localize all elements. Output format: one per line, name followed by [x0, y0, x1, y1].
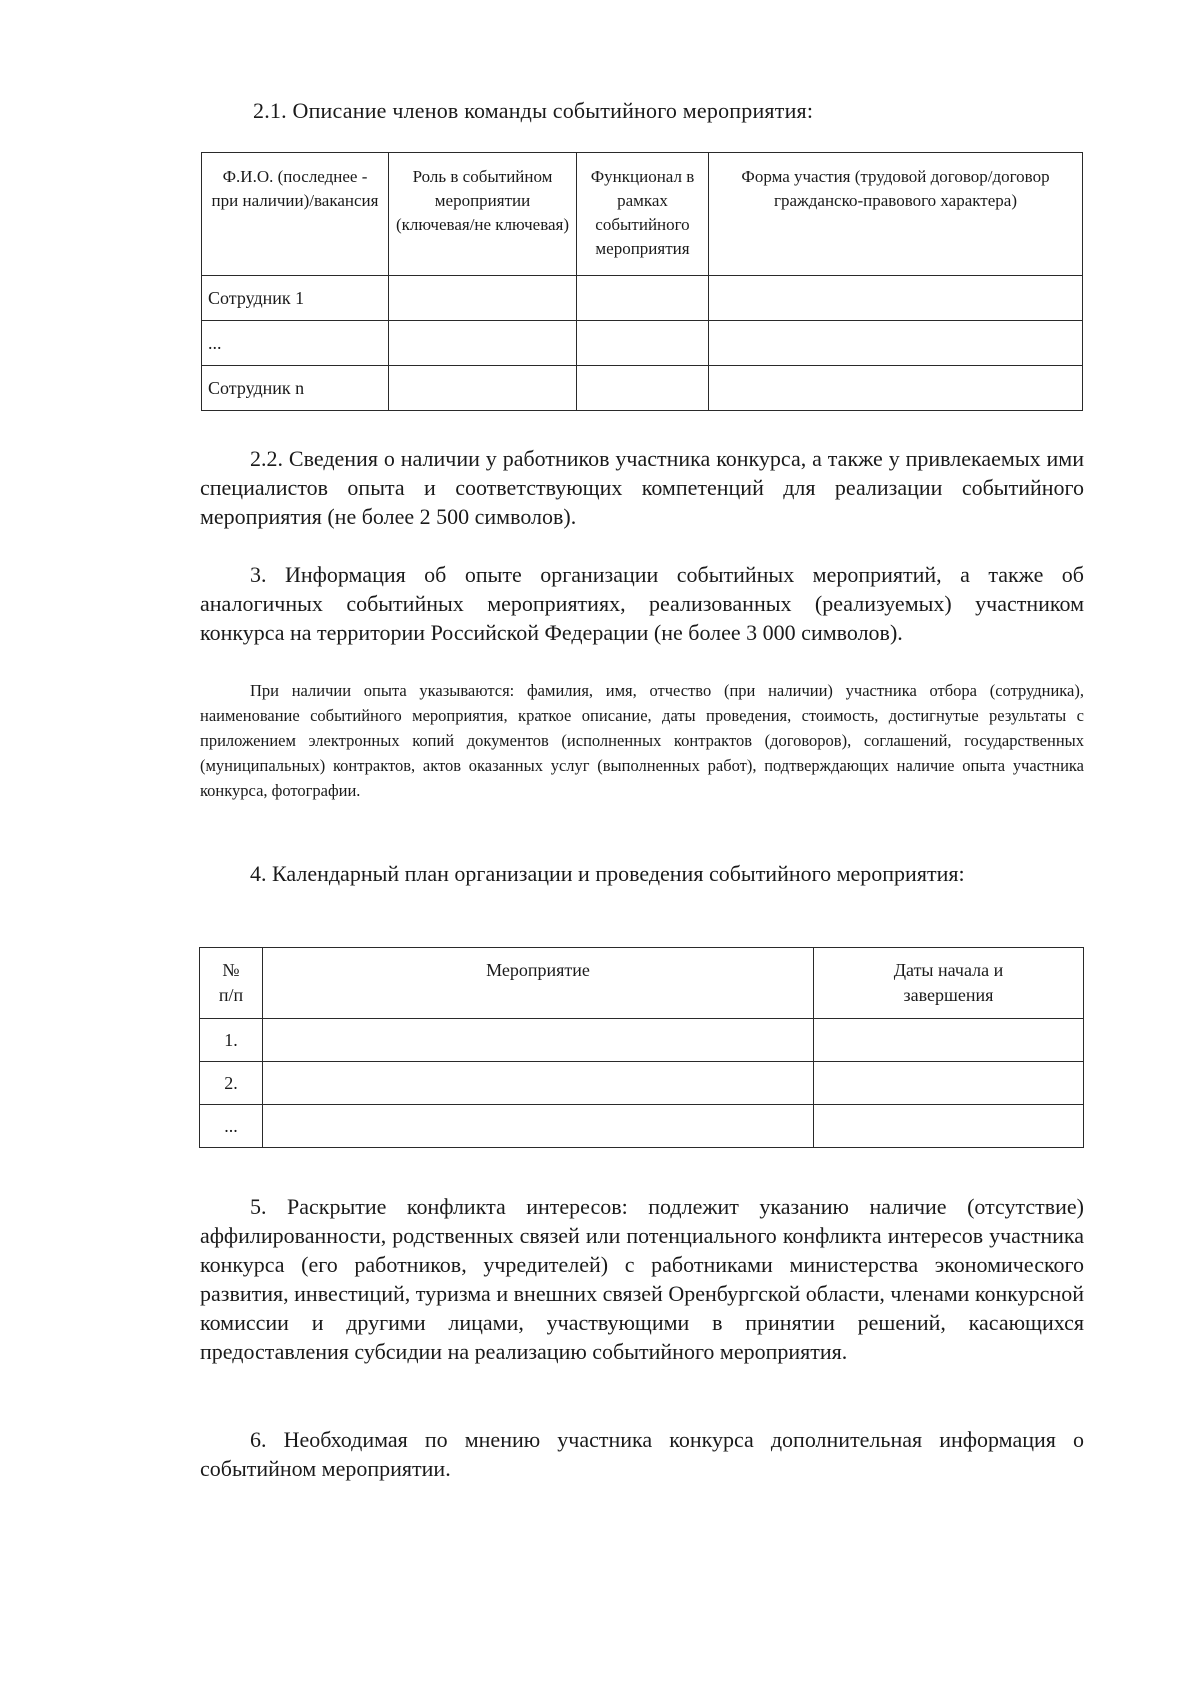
- team-cell-role: [389, 366, 577, 411]
- team-cell-name: Сотрудник 1: [202, 276, 389, 321]
- table-row: [202, 321, 1083, 366]
- team-cell-name: ...: [202, 321, 389, 366]
- team-cell-participation: [709, 276, 1083, 321]
- plan-cell-event: [263, 1019, 814, 1062]
- plan-cell-number: 2.: [200, 1062, 263, 1105]
- plan-table-header-row: [200, 948, 1084, 1019]
- team-table-header-row: [202, 153, 1083, 276]
- section-4-paragraph: [200, 859, 1084, 888]
- team-cell-function: [577, 276, 709, 321]
- plan-cell-number: 1.: [200, 1019, 263, 1062]
- plan-cell-number: ...: [200, 1105, 263, 1148]
- team-cell-role: [389, 321, 577, 366]
- section-3-paragraph: [200, 560, 1084, 647]
- team-header-name: Ф.И.О. (последнее - при наличии)/вакансия: [202, 153, 389, 276]
- team-cell-function: [577, 366, 709, 411]
- section-5-text: 5. Раскрытие конфликта интересов: подлежит указанию наличие (отсутствие) аффилированности, родственных связей или потенциального конфликта интересов участника конкурса (его работников, учредителей) с работниками министерства экономического развития, инвестиций, туризма и внешних связей Оренбургской области, членами конкурсной комиссии и другими лицами, участвующими в принятии решений, касающихся предоставления субсидии на реализацию событийного мероприятия.: [200, 1194, 1084, 1364]
- plan-cell-dates: [814, 1062, 1084, 1105]
- plan-cell-event: [263, 1105, 814, 1148]
- section-3-text: 3. Информация об опыте организации событийных мероприятий, а также об аналогичных событийных мероприятиях, реализованных (реализуемых) участником конкурса на территории Российской Федерации (не более 3 000 символов).: [200, 562, 1084, 645]
- table-row: [200, 1105, 1084, 1148]
- section-2-2-paragraph: [200, 444, 1084, 531]
- plan-cell-dates: [814, 1019, 1084, 1062]
- section-2-2-text: 2.2. Сведения о наличии у работников участника конкурса, а также у привлекаемых ими специалистов опыта и соответствующих компетенций для реализации событийного мероприятия (не более 2 500 символов).: [200, 446, 1084, 529]
- table-row: [202, 366, 1083, 411]
- section-3-note: [200, 678, 1084, 803]
- section-6-text: 6. Необходимая по мнению участника конкурса дополнительная информация о событийном мероприятии.: [200, 1427, 1084, 1481]
- plan-header-event: Мероприятие: [263, 948, 814, 1019]
- team-cell-role: [389, 276, 577, 321]
- plan-header-dates: Даты начала и завершения: [814, 948, 1084, 1019]
- section-2-1-heading: 2.1. Описание членов команды событийного мероприятия:: [253, 98, 814, 123]
- section-5-paragraph: [200, 1192, 1084, 1366]
- table-row: [200, 1062, 1084, 1105]
- table-row: [202, 276, 1083, 321]
- plan-cell-dates: [814, 1105, 1084, 1148]
- team-header-participation: Форма участия (трудовой договор/договор гражданско-правового характера): [709, 153, 1083, 276]
- section-3-note-text: При наличии опыта указываются: фамилия, имя, отчество (при наличии) участника отбора (сотрудника), наименование событийного мероприятия, краткое описание, даты проведения, стоимость, достигнутые результаты с приложением электронных копий документов (исполненных контрактов (договоров), соглашений, государственных (муниципальных) контрактов, актов оказанных услуг (выполненных работ), подтверждающих наличие опыта участника конкурса, фотографии.: [200, 681, 1084, 800]
- table-row: [200, 1019, 1084, 1062]
- team-cell-participation: [709, 366, 1083, 411]
- team-header-role: Роль в событийном мероприятии (ключевая/не ключевая): [389, 153, 577, 276]
- team-cell-participation: [709, 321, 1083, 366]
- plan-cell-event: [263, 1062, 814, 1105]
- section-4-text: 4. Календарный план организации и проведения событийного мероприятия:: [250, 861, 965, 886]
- team-cell-name: Сотрудник n: [202, 366, 389, 411]
- calendar-plan-table: [199, 947, 1084, 1148]
- section-6-paragraph: [200, 1425, 1084, 1483]
- team-cell-function: [577, 321, 709, 366]
- team-header-function: Функционал в рамках событийного мероприятия: [577, 153, 709, 276]
- team-members-table: [201, 152, 1083, 411]
- plan-header-number: № п/п: [200, 948, 263, 1019]
